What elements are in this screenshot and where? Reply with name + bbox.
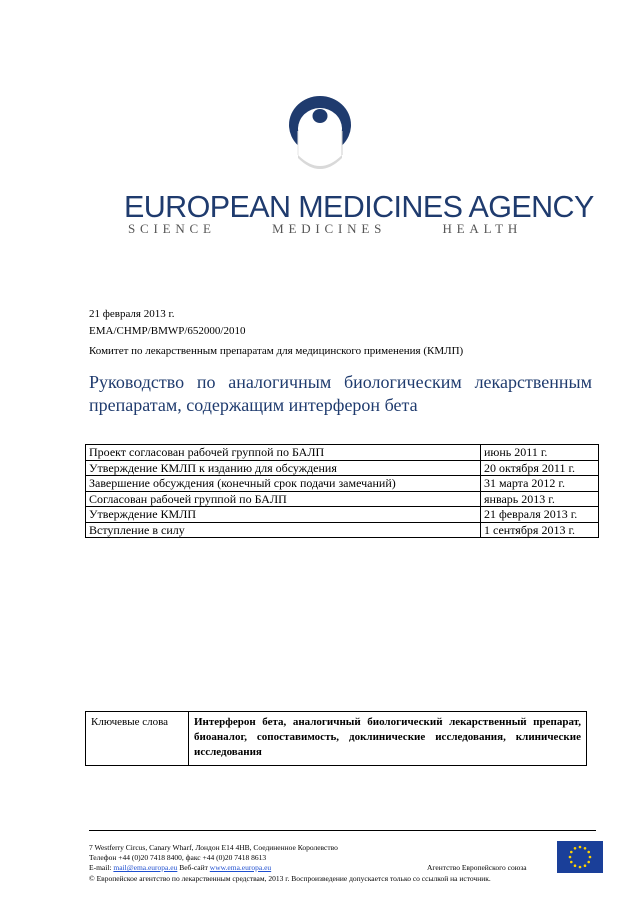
footer-address: 7 Westferry Circus, Canary Wharf, Лондон E14 4HB, Соединенное Королевство bbox=[89, 843, 338, 852]
keywords-table bbox=[85, 711, 587, 766]
schedule-date: июнь 2011 г. bbox=[481, 445, 599, 461]
table-row bbox=[86, 712, 587, 766]
schedule-step: Утверждение КМЛП bbox=[86, 507, 481, 523]
page-title: Руководство по аналогичным биологическим лекарственным препаратам, содержащим интерферон бета bbox=[89, 372, 592, 415]
schedule-date: 1 сентября 2013 г. bbox=[481, 522, 599, 538]
ema-emblem-icon bbox=[287, 95, 353, 173]
tagline-word: MEDICINES bbox=[272, 221, 387, 236]
agency-tagline bbox=[128, 222, 524, 235]
keywords-label: Ключевые слова bbox=[86, 712, 189, 766]
tagline-word: HEALTH bbox=[442, 221, 523, 236]
footer-phone: Телефон +44 (0)20 7418 8400, факс +44 (0)20 7418 8613 bbox=[89, 853, 267, 862]
email-link[interactable]: mail@ema.europa.eu bbox=[113, 863, 178, 872]
schedule-step: Согласован рабочей группой по БАЛП bbox=[86, 491, 481, 507]
table-row bbox=[86, 460, 599, 476]
committee-name: Комитет по лекарственным препаратам для медицинского применения (КМЛП) bbox=[89, 345, 464, 357]
footer-copyright: © Европейское агентство по лекарственным средствам, 2013 г. Воспроизведение допускается только со ссылкой на источник. bbox=[89, 874, 491, 883]
schedule-step: Утверждение КМЛП к изданию для обсуждения bbox=[86, 460, 481, 476]
footer-contacts bbox=[89, 863, 271, 872]
schedule-table bbox=[85, 444, 599, 538]
schedule-step: Проект согласован рабочей группой по БАЛП bbox=[86, 445, 481, 461]
table-row bbox=[86, 522, 599, 538]
tagline-word: SCIENCE bbox=[128, 221, 216, 236]
eu-flag-icon bbox=[557, 841, 603, 873]
table-row bbox=[86, 507, 599, 523]
keywords-value: Интерферон бета, аналогичный биологический лекарственный препарат, биоаналог, сопоставимость, доклинические исследования, клинические исследования bbox=[189, 712, 587, 766]
website-label: Веб-сайт bbox=[177, 863, 210, 872]
table-row bbox=[86, 491, 599, 507]
document-reference: EMA/CHMP/BMWP/652000/2010 bbox=[89, 325, 246, 337]
email-label: E-mail: bbox=[89, 863, 114, 872]
agency-name: EUROPEAN MEDICINES AGENCY bbox=[124, 190, 594, 224]
schedule-date: 20 октября 2011 г. bbox=[481, 460, 599, 476]
schedule-step: Вступление в силу bbox=[86, 522, 481, 538]
agency-logo bbox=[0, 0, 638, 260]
eu-agency-note: Агентство Европейского союза bbox=[427, 863, 527, 872]
footer-divider bbox=[89, 830, 596, 831]
schedule-date: 21 февраля 2013 г. bbox=[481, 507, 599, 523]
document-date: 21 февраля 2013 г. bbox=[89, 308, 175, 320]
schedule-step: Завершение обсуждения (конечный срок подачи замечаний) bbox=[86, 476, 481, 492]
table-row bbox=[86, 445, 599, 461]
schedule-date: январь 2013 г. bbox=[481, 491, 599, 507]
table-row bbox=[86, 476, 599, 492]
schedule-date: 31 марта 2012 г. bbox=[481, 476, 599, 492]
website-link[interactable]: www.ema.europa.eu bbox=[209, 863, 272, 872]
